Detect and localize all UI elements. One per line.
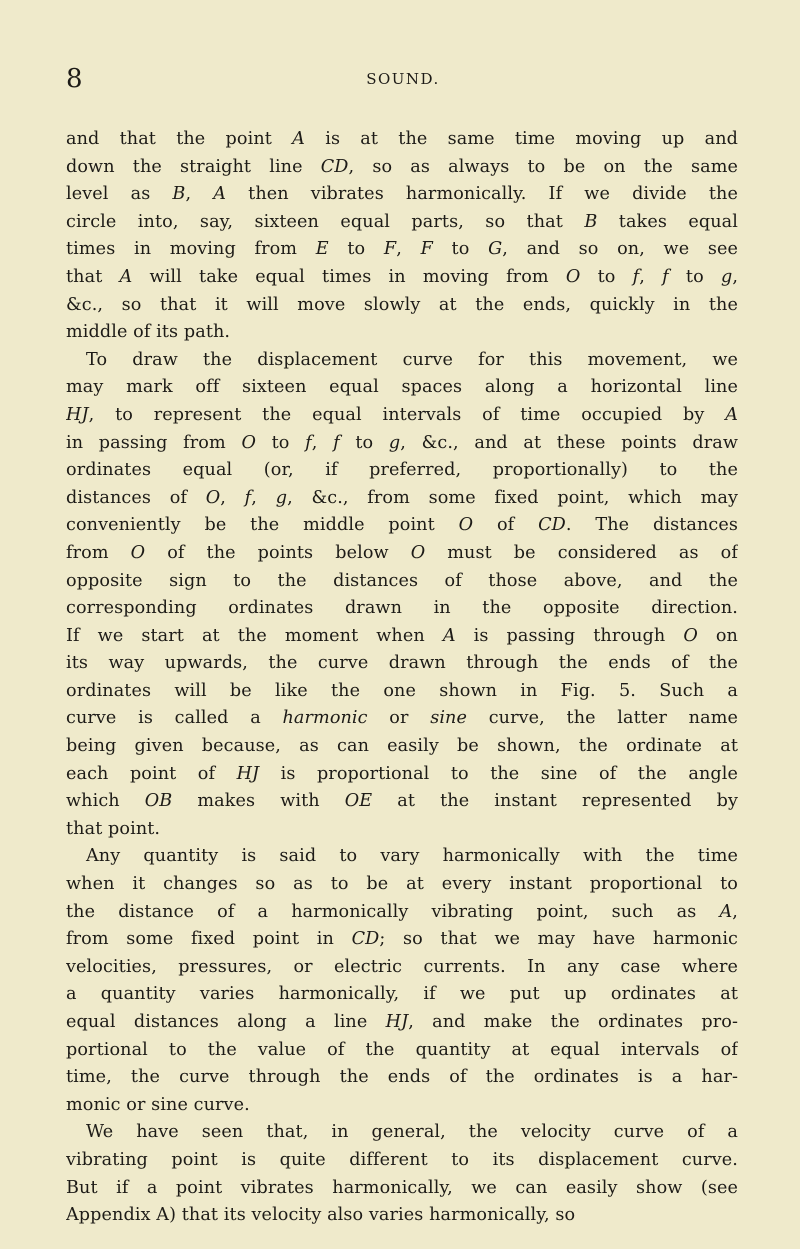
text-line bbox=[66, 485, 738, 513]
text-segment: then vibrates harmonically. If we divide the bbox=[226, 184, 738, 205]
text-segment: ordinates will be like the one shown in Fig. 5. Such a bbox=[66, 680, 738, 701]
text-segment: O bbox=[565, 266, 581, 287]
text-segment: sine bbox=[430, 708, 468, 729]
text-line bbox=[66, 568, 738, 596]
text-segment: O bbox=[205, 487, 221, 508]
text-segment: curve, the latter name bbox=[467, 708, 738, 729]
text-segment: A bbox=[213, 184, 227, 205]
text-segment: Any quantity is said to vary harmonically with the time bbox=[86, 846, 738, 867]
page-header bbox=[66, 64, 740, 98]
text-segment: its way upwards, the curve drawn through the ends of the bbox=[66, 653, 738, 674]
text-segment: , so as always to be on the same bbox=[348, 156, 738, 177]
text-line bbox=[66, 1175, 738, 1203]
text-segment: distances of bbox=[66, 487, 206, 508]
text-segment: or bbox=[367, 708, 431, 729]
text-line bbox=[66, 126, 738, 154]
text-segment: times in moving from bbox=[66, 239, 316, 260]
text-line bbox=[66, 871, 738, 899]
text-segment: f bbox=[244, 487, 252, 508]
text-segment: a quantity varies harmonically, if we put up ordinates at bbox=[66, 984, 738, 1005]
text-segment: , bbox=[639, 266, 663, 287]
text-segment: down the straight line bbox=[66, 156, 321, 177]
text-segment: ordinates equal (or, if preferred, proportionally) to the bbox=[66, 460, 738, 481]
text-segment: from some fixed point in bbox=[66, 929, 352, 950]
text-line bbox=[66, 292, 738, 320]
text-segment: on bbox=[697, 625, 738, 646]
text-segment: O bbox=[241, 432, 256, 453]
text-segment: , bbox=[220, 487, 245, 508]
text-segment: , and make the ordinates pro- bbox=[408, 1012, 738, 1032]
text-segment: curve is called a bbox=[66, 708, 283, 729]
text-segment: , bbox=[251, 487, 276, 508]
text-line bbox=[66, 650, 738, 678]
text-line bbox=[66, 1119, 738, 1147]
text-line bbox=[66, 788, 738, 816]
text-segment: O bbox=[458, 515, 474, 536]
text-line bbox=[66, 981, 738, 1009]
text-segment: , bbox=[732, 266, 738, 287]
text-segment: f bbox=[333, 432, 340, 453]
text-segment: at the instant represented by bbox=[372, 791, 738, 812]
text-segment: which bbox=[66, 791, 145, 812]
body-text bbox=[66, 126, 738, 1230]
text-segment: and that the point bbox=[66, 129, 293, 149]
text-segment: the distance of a harmonically vibrating point, such as bbox=[66, 901, 720, 922]
text-segment: , &c., and at these points draw bbox=[400, 432, 738, 453]
text-line bbox=[66, 926, 738, 954]
text-segment: portional to the value of the quantity at equal intervals of bbox=[66, 1039, 738, 1060]
text-segment: &c., so that it will move slowly at the ends, quickly in the bbox=[66, 294, 738, 315]
text-segment: If we start at the moment when bbox=[66, 625, 443, 646]
text-segment: must be considered as of bbox=[425, 542, 738, 563]
text-segment: F bbox=[383, 239, 397, 260]
text-segment: CD bbox=[538, 515, 566, 536]
text-segment: is proportional to the sine of the angle bbox=[259, 763, 738, 784]
text-segment: to bbox=[328, 239, 384, 260]
text-segment: f bbox=[305, 432, 312, 453]
text-segment: that bbox=[66, 266, 120, 287]
text-segment: , and so on, we see bbox=[502, 239, 738, 260]
text-segment: circle into, say, sixteen equal parts, so that bbox=[66, 211, 585, 232]
text-segment: in passing from bbox=[66, 432, 242, 453]
text-segment: We have seen that, in general, the velocity curve of a bbox=[86, 1122, 738, 1143]
text-segment: , bbox=[396, 239, 421, 260]
text-line bbox=[66, 154, 738, 182]
text-segment: is at the same time moving up and bbox=[304, 129, 738, 149]
text-line bbox=[66, 181, 738, 209]
text-segment: to bbox=[432, 239, 489, 260]
text-segment: O bbox=[130, 542, 146, 563]
text-segment: being given because, as can easily be shown, the ordinate at bbox=[66, 736, 738, 757]
text-line bbox=[66, 1092, 738, 1120]
text-segment: vibrating point is quite different to its displacement curve. bbox=[66, 1149, 738, 1170]
text-line bbox=[66, 374, 738, 402]
text-line bbox=[66, 402, 738, 430]
text-segment: f bbox=[662, 266, 669, 287]
text-line bbox=[66, 347, 738, 375]
text-segment: HJ bbox=[66, 404, 89, 425]
text-segment: corresponding ordinates drawn in the opposite direction. bbox=[66, 598, 738, 619]
text-line bbox=[66, 1037, 738, 1065]
text-segment: equal distances along a line bbox=[66, 1012, 386, 1032]
text-line bbox=[66, 1009, 738, 1037]
text-line bbox=[66, 954, 738, 982]
text-segment: f bbox=[632, 266, 640, 287]
text-segment: of the points below bbox=[145, 542, 411, 563]
text-segment: to bbox=[255, 432, 306, 453]
text-segment: B bbox=[172, 184, 186, 205]
text-segment: Appendix A) that its velocity also varies harmonically, so bbox=[66, 1205, 576, 1226]
text-segment: takes equal bbox=[597, 211, 738, 232]
text-segment: to bbox=[339, 432, 389, 453]
text-segment: that point. bbox=[66, 818, 161, 839]
text-segment: makes with bbox=[172, 791, 345, 812]
text-segment: A bbox=[442, 625, 456, 646]
text-segment: O bbox=[410, 542, 426, 563]
text-line bbox=[66, 899, 738, 927]
text-line bbox=[66, 540, 738, 568]
text-line bbox=[66, 457, 738, 485]
text-segment: is passing through bbox=[455, 625, 684, 646]
text-segment: of bbox=[473, 515, 539, 536]
text-segment: A bbox=[292, 129, 305, 149]
text-line bbox=[66, 319, 738, 347]
text-segment: monic or sine curve. bbox=[66, 1094, 250, 1115]
text-segment: velocities, pressures, or electric currents. In any case where bbox=[66, 956, 738, 977]
text-segment: G bbox=[488, 239, 503, 260]
text-line bbox=[66, 1064, 738, 1092]
text-segment: A bbox=[719, 901, 733, 922]
text-line bbox=[66, 816, 738, 844]
text-segment: To draw the displacement curve for this movement, we bbox=[86, 349, 738, 370]
text-segment: OE bbox=[344, 791, 373, 812]
page-number: 8 bbox=[66, 64, 83, 94]
text-segment: B bbox=[584, 211, 598, 232]
text-line bbox=[66, 236, 738, 264]
text-segment: from bbox=[66, 542, 131, 563]
text-line bbox=[66, 209, 738, 237]
text-segment: when it changes so as to be at every instant proportional to bbox=[66, 874, 738, 895]
text-line bbox=[66, 705, 738, 733]
text-line bbox=[66, 595, 738, 623]
text-line bbox=[66, 512, 738, 540]
text-line bbox=[66, 1202, 738, 1230]
text-segment: F bbox=[420, 239, 433, 260]
text-segment: O bbox=[683, 625, 698, 646]
text-segment: A bbox=[119, 266, 133, 287]
text-line bbox=[66, 1147, 738, 1175]
text-segment: . The distances bbox=[565, 515, 738, 536]
text-segment: middle of its path. bbox=[66, 322, 231, 343]
text-segment: may mark off sixteen equal spaces along a horizontal line bbox=[66, 377, 738, 398]
text-segment: opposite sign to the distances of those above, and the bbox=[66, 570, 738, 591]
text-segment: harmonic bbox=[282, 708, 368, 729]
text-segment: But if a point vibrates harmonically, we can easily show (see bbox=[66, 1177, 738, 1198]
text-segment: to bbox=[668, 266, 721, 287]
text-segment: g bbox=[720, 266, 733, 287]
text-segment: g bbox=[275, 487, 288, 508]
text-line bbox=[66, 264, 738, 292]
text-segment: A bbox=[725, 404, 738, 425]
text-segment: time, the curve through the ends of the ordinates is a har- bbox=[66, 1067, 738, 1088]
text-line bbox=[66, 843, 738, 871]
text-segment: to bbox=[580, 266, 633, 287]
text-segment: will take equal times in moving from bbox=[132, 266, 566, 287]
text-segment: CD bbox=[320, 156, 349, 177]
running-head: SOUND. bbox=[366, 70, 440, 88]
text-line bbox=[66, 678, 738, 706]
text-segment: HJ bbox=[236, 763, 260, 784]
text-segment: , to represent the equal intervals of time occupied by bbox=[88, 404, 726, 425]
text-line bbox=[66, 430, 738, 458]
text-segment: conveniently be the middle point bbox=[66, 515, 459, 536]
text-line bbox=[66, 623, 738, 651]
text-segment: , bbox=[311, 432, 334, 453]
text-segment: g bbox=[388, 432, 401, 453]
text-line bbox=[66, 733, 738, 761]
text-segment: E bbox=[315, 239, 329, 260]
text-segment: , bbox=[185, 184, 214, 205]
text-segment: ; so that we may have harmonic bbox=[379, 929, 738, 950]
text-segment: level as bbox=[66, 184, 173, 205]
text-line bbox=[66, 761, 738, 789]
text-segment: each point of bbox=[66, 763, 237, 784]
text-segment: , &c., from some fixed point, which may bbox=[287, 487, 738, 508]
text-segment: OB bbox=[144, 791, 173, 812]
text-segment: CD bbox=[351, 929, 380, 950]
text-segment: HJ bbox=[385, 1012, 409, 1032]
text-segment: , bbox=[732, 901, 738, 922]
